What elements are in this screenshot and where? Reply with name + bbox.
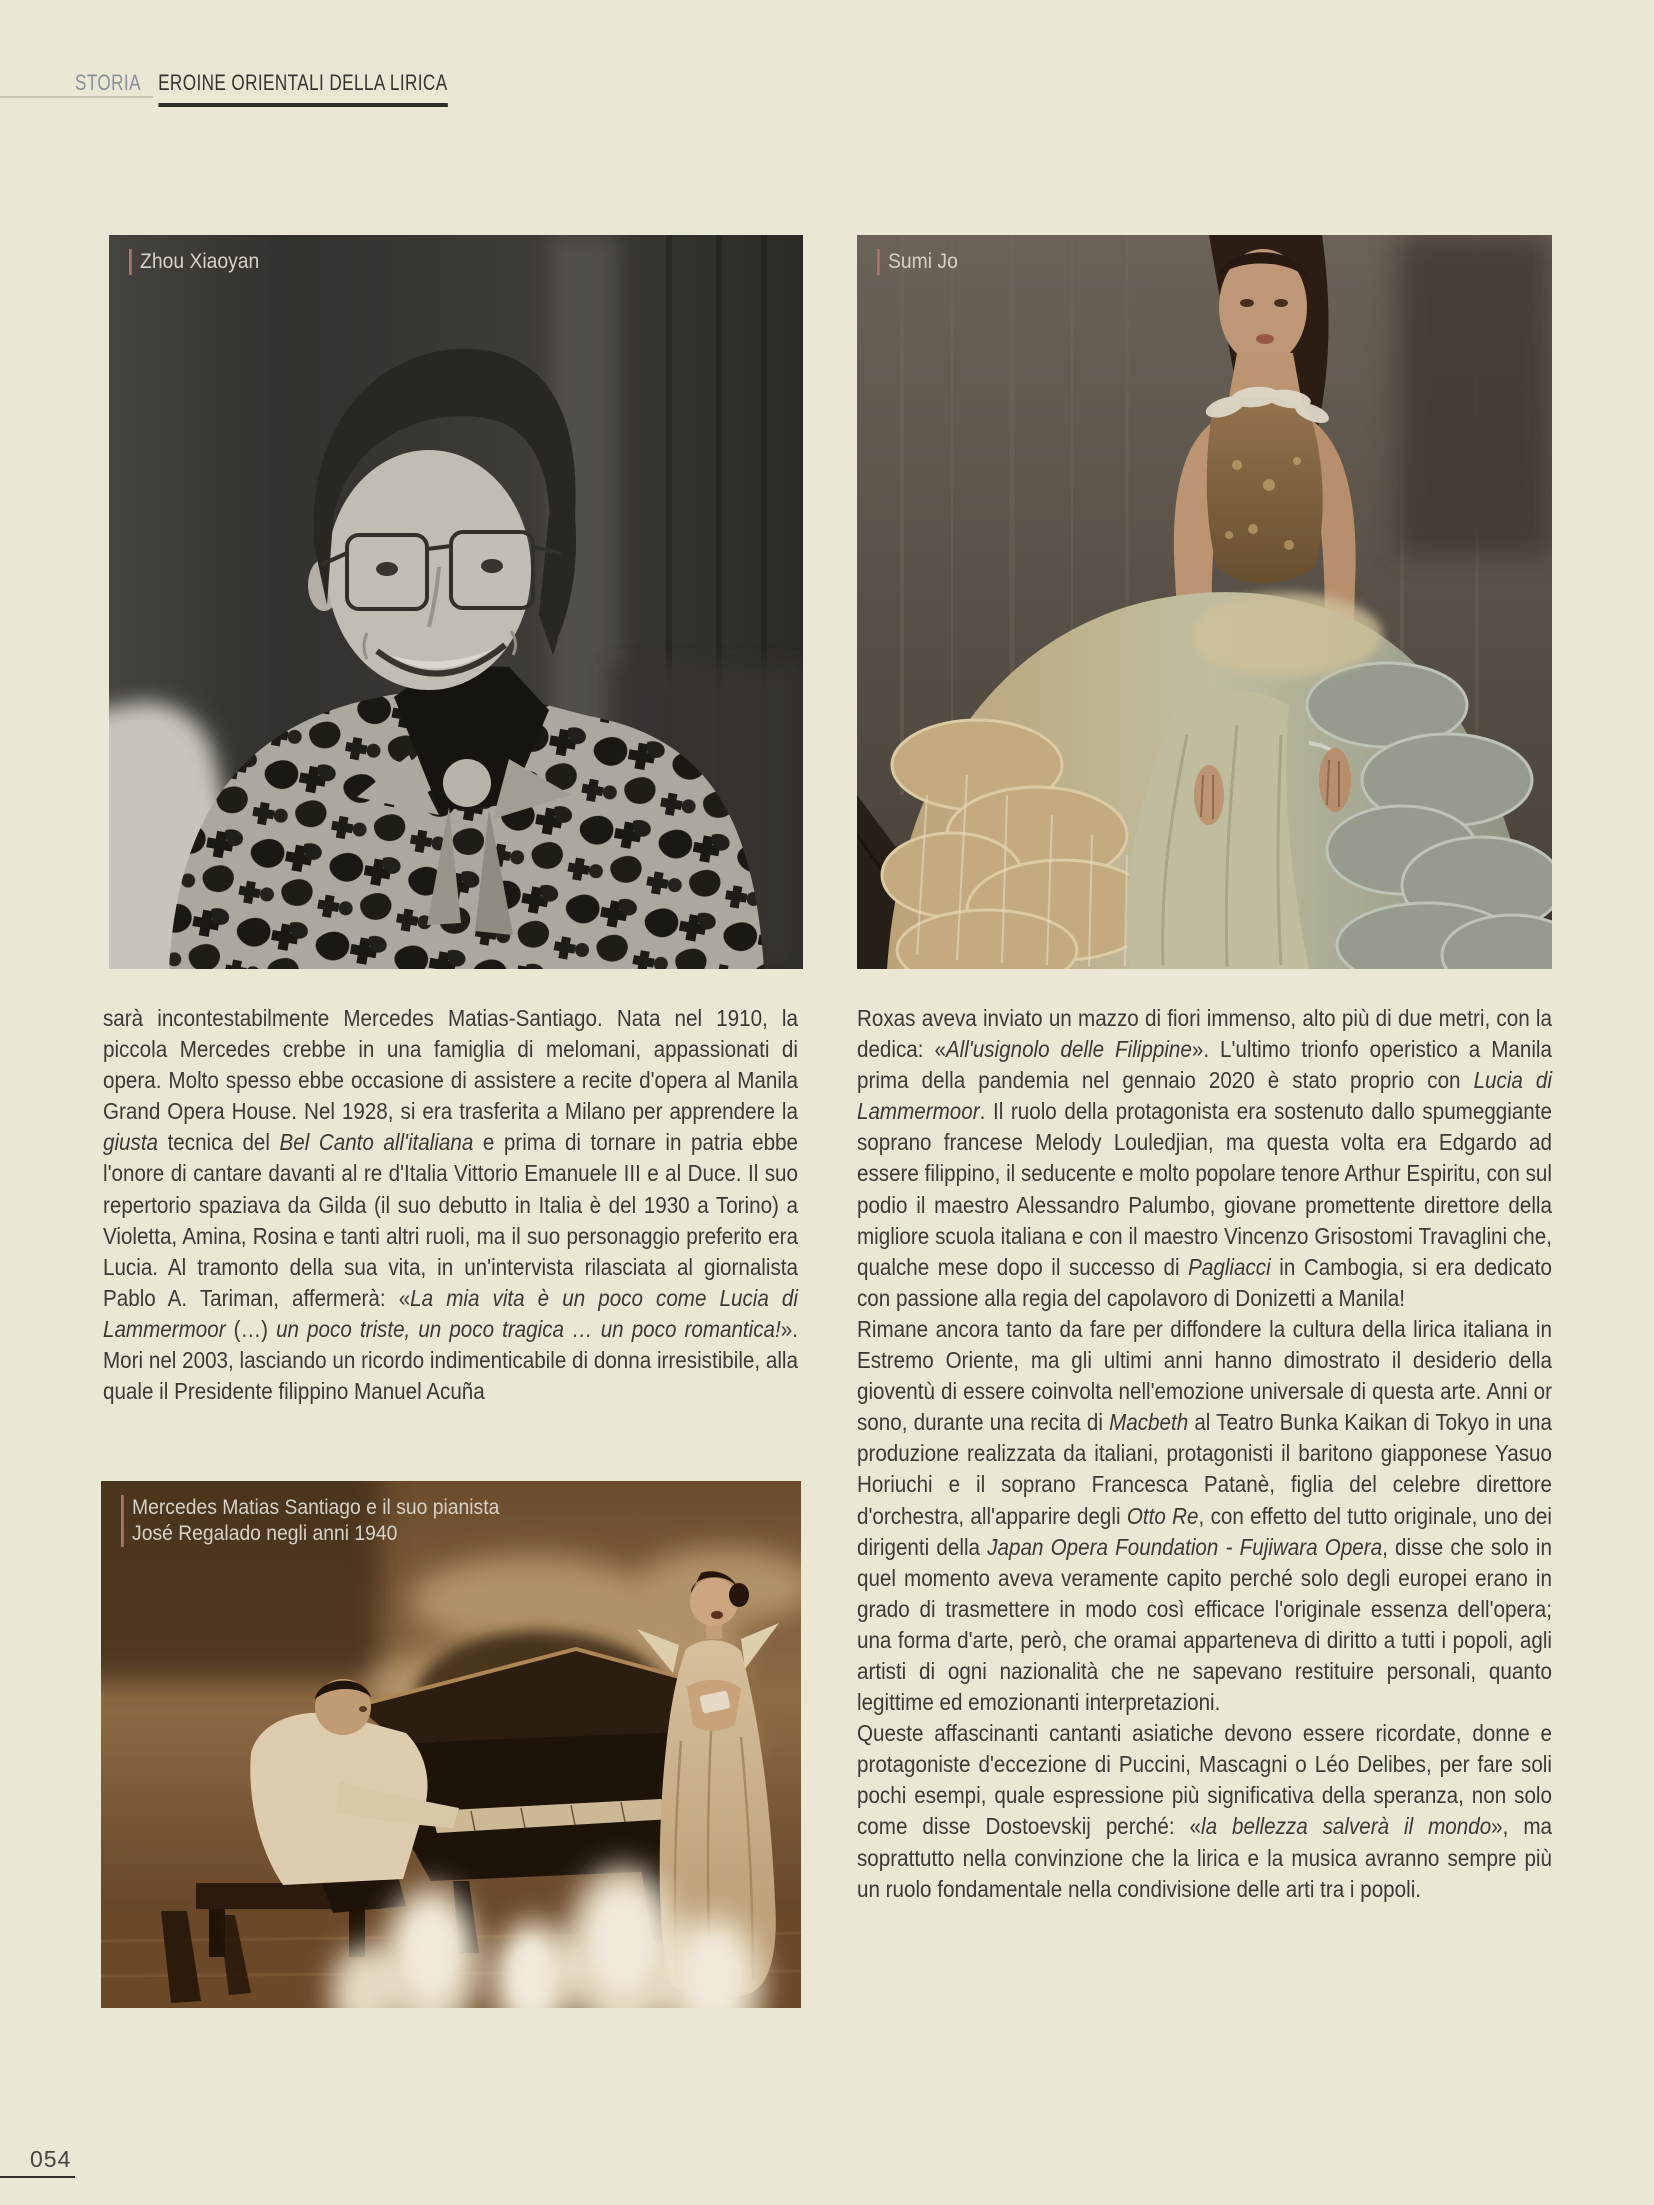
page-number: 054 (30, 2146, 72, 2172)
article-left-column (103, 1003, 798, 1407)
page-title: EROINE ORIENTALI DELLA LIRICA (158, 70, 447, 107)
caption-bar (877, 249, 880, 275)
caption-text: Sumi Jo (888, 250, 958, 273)
page-number-rule (0, 2176, 75, 2178)
caption-bar (129, 249, 132, 275)
photo-caption-sumi (877, 249, 958, 275)
caption-text: Zhou Xiaoyan (140, 250, 260, 273)
photo-mercedes-matias-santiago (101, 1481, 801, 2008)
caption-text (132, 1495, 499, 1547)
caption-line-1: Mercedes Matias Santiago e il suo pianista (132, 1496, 500, 1519)
paragraph: Queste affascinanti cantanti asiatiche devono essere ricordate, donne e protagoniste d'eccezione di Puccini, Mascagni o Léo Delibes, per fare soli pochi esempi, quale espressione più significativa della speranza, non solo come disse Dostoevskij perché: «la bellezza salverà il mondo», ma soprattutto nella convinzione che la lirica e la musica avranno sempre più un ruolo fondamentale nella condivisione delle arti tra i popoli. (857, 1720, 1552, 1902)
caption-bar (121, 1495, 124, 1547)
photo-caption-zhou (129, 249, 259, 275)
paragraph: Roxas aveva inviato un mazzo di fiori immenso, alto più di due metri, con la dedica: «All'usignolo delle Filippine». L'ultimo trionfo operistico a Manila prima della pandemia nel gennaio 2020 è stato proprio con Lucia di Lammermoor. Il ruolo della protagonista era sostenuto dallo spumeggiante soprano francese Melody Louledjian, ma questa volta era Edgardo ad essere filippino, il seducente e molto popolare tenore Arthur Espiritu, con sul podio il maestro Alessandro Palumbo, giovane promettente direttore della migliore scuola italiana e con il maestro Vincenzo Grisostomi Travaglini che, qualche mese dopo il successo di Pagliacci in Cambogia, si era dedicato con passione alla regia del capolavoro di Donizetti a Manila! (857, 1005, 1552, 1311)
photo-zhou-xiaoyan (109, 235, 803, 969)
zhou-portrait-illustration (109, 235, 803, 969)
mercedes-stage-illustration (101, 1481, 801, 2008)
sumi-portrait-illustration (857, 235, 1552, 969)
paragraph: sarà incontestabilmente Mercedes Matias-Santiago. Nata nel 1910, la piccola Mercedes crebbe in una famiglia di melomani, appassionati di opera. Molto spesso ebbe occasione di assistere a recite d'opera al Manila Grand Opera House. Nel 1928, si era trasferita a Milano per apprendere la giusta tecnica del Bel Canto all'italiana e prima di tornare in patria ebbe l'onore di cantare davanti al re d'Italia Vittorio Emanuele III e al Duce. Il suo repertorio spaziava da Gilda (il suo debutto in Italia è del 1930 a Torino) a Violetta, Amina, Rosina e tanti altri ruoli, ma il suo personaggio preferito era Lucia. Al tramonto della sua vita, in un'intervista rilasciata al giornalista Pablo A. Tariman, affermerà: «La mia vita è un poco come Lucia di Lammermoor (…) un poco triste, un poco tragica … un poco romantica!». Mori nel 2003, lasciando un ricordo indimenticabile di donna irresistibile, alla quale il Presidente filippino Manuel Acuña (103, 1005, 798, 1405)
photo-caption-mercedes (121, 1495, 499, 1547)
section-kicker: STORIA (75, 70, 141, 95)
caption-line-2: José Regalado negli anni 1940 (132, 1522, 398, 1545)
paragraph: Rimane ancora tanto da fare per diffondere la cultura della lirica italiana in Estremo Oriente, ma gli ultimi anni hanno dimostrato il desiderio della gioventù di essere coinvolta nell'emozione universale di questa arte. Anni or sono, durante una recita di Macbeth al Teatro Bunka Kaikan di Tokyo in una produzione realizzata da italiani, protagonisti il baritono giapponese Yasuo Horiuchi e il soprano Francesca Patanè, figlia del celebre direttore d'orchestra, all'apparire degli Otto Re, con effetto del tutto originale, uno dei dirigenti della Japan Opera Foundation - Fujiwara Opera, disse che solo in quel momento aveva veramente capito perché solo degli europei erano in grado di trasmettere in modo così efficace l'originale essenza dell'opera; una forma d'arte, però, che oramai apparteneva di diritto a tutti i popoli, agli artisti di ogni nazionalità che ne sapevano restituire personali, quanto legittime ed emozionanti interpretazioni. (857, 1315, 1552, 1716)
photo-sumi-jo (857, 235, 1552, 969)
page-header (0, 70, 1654, 110)
article-right-column (857, 1003, 1552, 1905)
